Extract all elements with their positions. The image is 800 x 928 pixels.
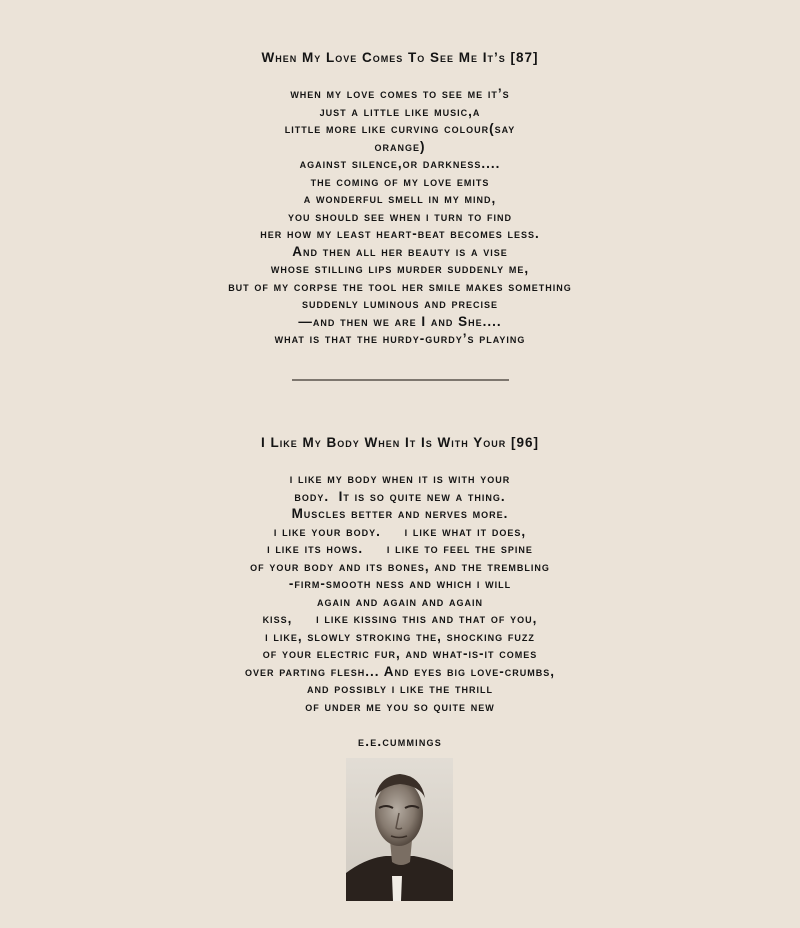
section-divider <box>292 379 509 381</box>
poem-line: whose stilling lips murder suddenly me, <box>270 261 530 276</box>
poem-line: what is that the hurdy-gurdy’s playing <box>274 331 526 346</box>
author-name: e.e.cummings <box>358 734 442 749</box>
poem-line: just a little like music,a <box>319 103 481 119</box>
poem-line: suddenly luminous and precise <box>302 296 498 311</box>
poem-2 <box>0 435 800 715</box>
poem-line: of under me you so quite new <box>305 698 495 714</box>
poem-line: And then all her beauty is a vise <box>292 243 508 259</box>
poem-line: body. It is so quite new a thing. <box>294 488 506 504</box>
poem-line: orange) <box>374 138 426 154</box>
poem-line: but of my corpse the tool her smile makes something <box>228 278 572 294</box>
poem-line: i like your body. i like what it does, <box>273 523 527 539</box>
poem-line: of your body and its bones, and the trembling <box>250 558 550 574</box>
poem-2-body <box>0 470 800 715</box>
poem-1-body <box>0 85 800 348</box>
poem-line: i like its hows. i like to feel the spine <box>267 541 533 556</box>
poem-line: over parting flesh... And eyes big love-crumbs, <box>244 663 556 679</box>
poem-1-title: When My Love Comes To See Me It’s [87] <box>261 50 539 65</box>
poem-line: when my love comes to see me it’s <box>290 86 510 101</box>
poem-line: again and again and again <box>317 593 483 609</box>
portrait-photo-icon <box>346 758 453 901</box>
poem-line: a wonderful smell in my mind, <box>303 191 497 206</box>
poem-line: i like my body when it is with your <box>289 471 511 486</box>
poem-line: against silence,or darkness.... <box>299 156 501 171</box>
poem-line: kiss, i like kissing this and that of you, <box>262 611 538 626</box>
poem-1 <box>0 50 800 348</box>
poem-line: —and then we are I and She.... <box>298 313 502 329</box>
poem-line: you should see when i turn to find <box>287 208 513 224</box>
poem-line: i like, slowly stroking the, shocking fuzz <box>265 628 535 644</box>
poem-line: -firm-smooth ness and which i will <box>288 576 512 591</box>
poem-line: of your electric fur, and what-is-it comes <box>262 646 538 661</box>
poem-line: Muscles better and nerves more. <box>291 506 509 521</box>
poem-line: her how my least heart-beat becomes less. <box>260 226 540 241</box>
poem-line: little more like curving colour(say <box>284 121 516 136</box>
poem-2-title: I Like My Body When It Is With Your [96] <box>260 435 539 450</box>
poem-line: the coming of my love emits <box>310 173 490 189</box>
poem-line: and possibly i like the thrill <box>307 681 493 696</box>
